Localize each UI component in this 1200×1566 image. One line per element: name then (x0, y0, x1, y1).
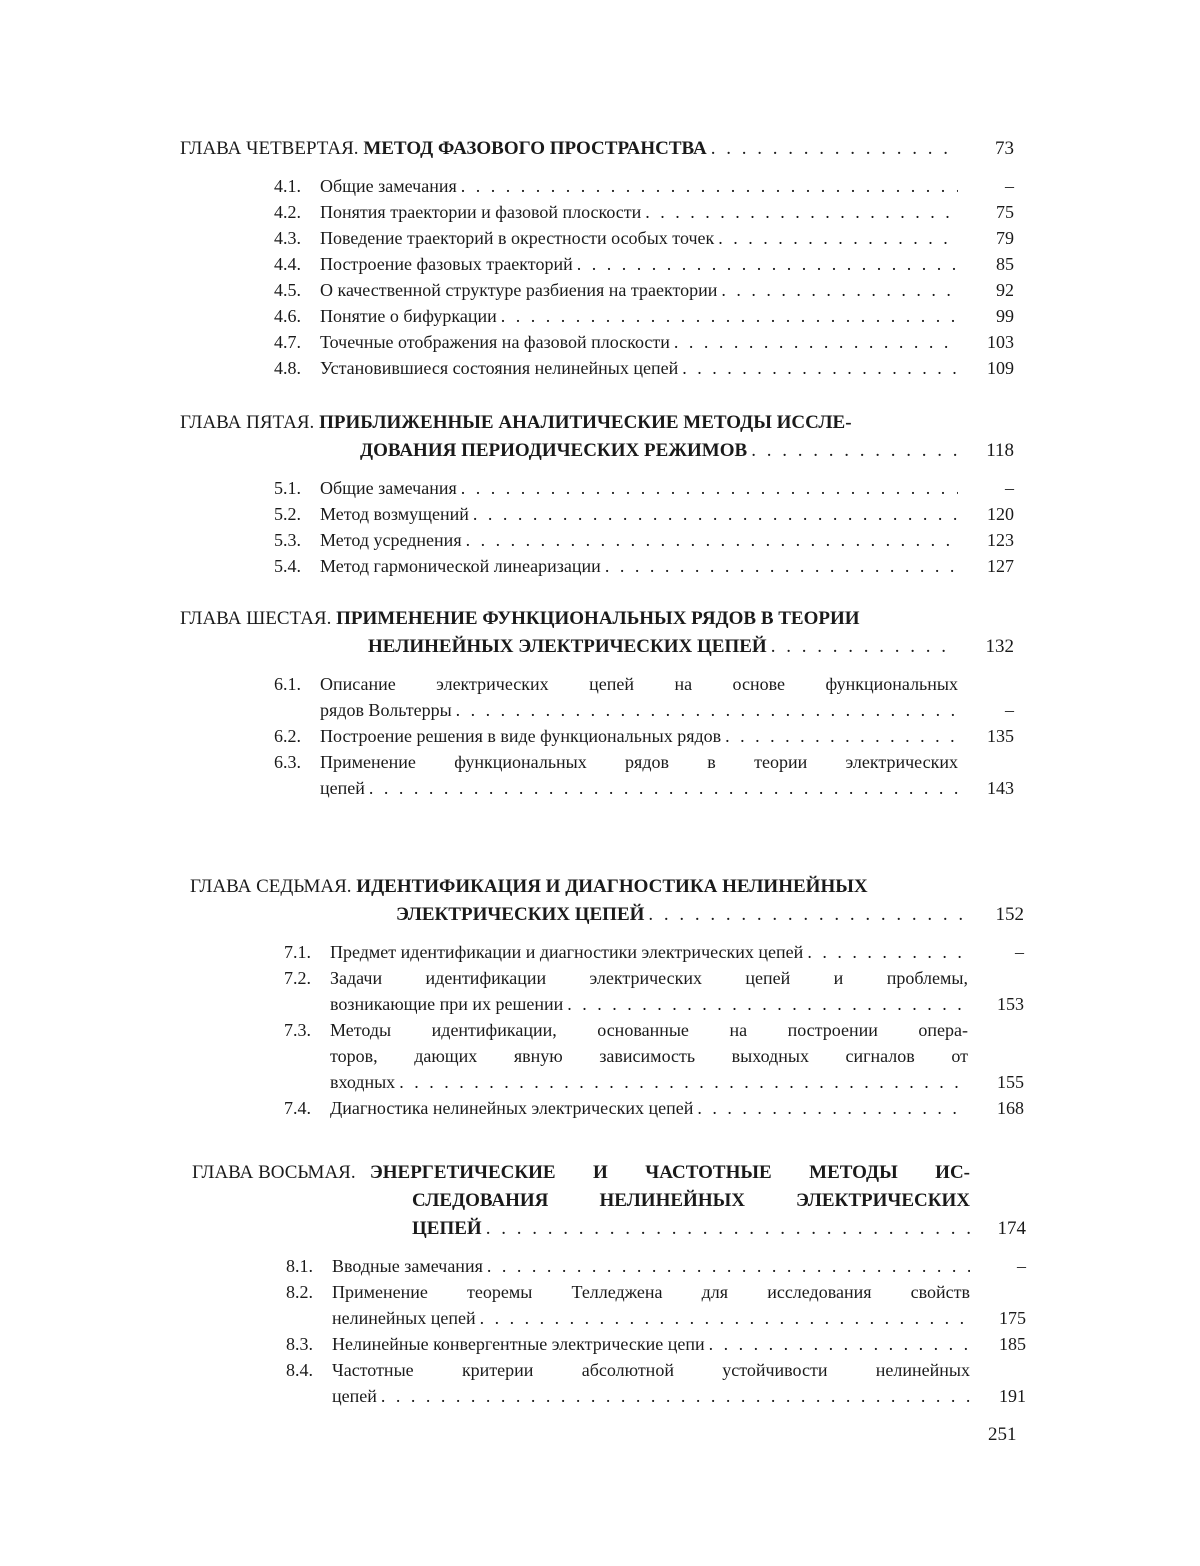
chapter-heading-cont (190, 904, 1024, 932)
toc-entry: 4.5. О качественной структуре разбиения на траектории . . . 92 (274, 280, 1014, 306)
leader-dots (707, 138, 958, 160)
chapter-heading (192, 1162, 1026, 1190)
section-list (274, 478, 1014, 582)
toc-entry: 8.1. Вводные замечания . . . – (286, 1256, 1026, 1282)
chapter-label: ГЛАВА СЕДЬМАЯ. (190, 876, 352, 897)
chapter-heading-cont (180, 636, 1014, 664)
section-list (286, 1256, 1026, 1412)
toc-entry: 4.6. Понятие о бифуркации . . . 99 (274, 306, 1014, 332)
page-number: 118 (986, 440, 1014, 461)
chapter-title-cont: ЭЛЕКТРИЧЕСКИХ ЦЕПЕЙ (396, 904, 645, 925)
leader-dots (747, 440, 958, 462)
toc-entry: 5.4. Метод гармонической линеаризации . . . 127 (274, 556, 1014, 582)
toc-entry: 8.2. Применение теоремы Телледжена для исследования свойств (286, 1282, 970, 1302)
toc-entry: 4.3. Поведение траекторий в окрестности особых точек . . . 79 (274, 228, 1014, 254)
chapter-heading (190, 876, 1024, 904)
chapter-heading (180, 608, 1014, 636)
chapter-title: ПРИБЛИЖЕННЫЕ АНАЛИТИЧЕСКИЕ МЕТОДЫ ИССЛЕ- (319, 412, 852, 433)
chapter-heading-cont (192, 1218, 1026, 1246)
chapter-label: ГЛАВА ШЕСТАЯ. (180, 608, 332, 629)
toc-entry-cont: цепей . . . 191 (286, 1386, 1026, 1412)
chapter-title: ЭНЕРГЕТИЧЕСКИЕ И ЧАСТОТНЫЕ МЕТОДЫ ИС- (369, 1162, 970, 1183)
chapter-title-cont: НЕЛИНЕЙНЫХ ЭЛЕКТРИЧЕСКИХ ЦЕПЕЙ (368, 636, 767, 657)
toc-entry: 5.3. Метод усреднения . . . 123 (274, 530, 1014, 556)
chapter-label: ГЛАВА ЧЕТВЕРТАЯ. (180, 138, 359, 159)
toc-entry: 6.2. Построение решения в виде функциональных рядов . . . 135 (274, 726, 1014, 752)
chapter-heading-cont (192, 1190, 1026, 1218)
toc-entry-cont: входных . . . 155 (284, 1072, 1024, 1098)
chapter-title: ИДЕНТИФИКАЦИЯ И ДИАГНОСТИКА НЕЛИНЕЙНЫХ (356, 876, 868, 897)
toc-entry: 7.4. Диагностика нелинейных электрических цепей . . . 168 (284, 1098, 1024, 1124)
toc-entry: 8.3. Нелинейные конвергентные электрические цепи . . . 185 (286, 1334, 1026, 1360)
toc-entry: 4.8. Установившиеся состояния нелинейных цепей . . . 109 (274, 358, 1014, 384)
section-list (274, 674, 1014, 804)
leader-dots (644, 904, 968, 926)
leader-dots (482, 1218, 970, 1240)
toc-entry: 6.1. Описание электрических цепей на основе функциональных (274, 674, 958, 694)
page-number: 73 (995, 138, 1014, 159)
page-number: 174 (997, 1218, 1026, 1239)
chapter-7 (190, 876, 1024, 1124)
toc-entry: 7.2. Задачи идентификации электрических цепей и проблемы, (284, 968, 968, 988)
toc-entry-cont: возникающие при их решении . . . 153 (284, 994, 1024, 1020)
toc-entry-cont: цепей . . . 143 (274, 778, 1014, 804)
toc-entry-cont: нелинейных цепей . . . 175 (286, 1308, 1026, 1334)
chapter-8 (192, 1162, 1026, 1412)
chapter-title-cont: ЦЕПЕЙ (412, 1218, 482, 1239)
toc-entry: 5.1. Общие замечания . . . – (274, 478, 1014, 504)
chapter-title-cont: ДОВАНИЯ ПЕРИОДИЧЕСКИХ РЕЖИМОВ (360, 440, 748, 461)
page-number: 152 (995, 904, 1024, 925)
chapter-5 (180, 412, 1014, 582)
section-list (284, 942, 1024, 1124)
toc-entry-cont: рядов Вольтерры . . . – (274, 700, 1014, 726)
chapter-4 (180, 138, 1014, 384)
toc-entry-cont: торов, дающих явную зависимость выходных сигналов от (330, 1046, 968, 1066)
chapter-title-cont: СЛЕДОВАНИЯ НЕЛИНЕЙНЫХ ЭЛЕКТРИЧЕСКИХ (412, 1190, 970, 1211)
toc-entry: 4.7. Точечные отображения на фазовой плоскости . . . 103 (274, 332, 1014, 358)
chapter-label: ГЛАВА ПЯТАЯ. (180, 412, 315, 433)
chapter-heading (180, 412, 1014, 440)
chapter-label: ГЛАВА ВОСЬМАЯ. (192, 1162, 356, 1183)
toc-entry: 4.4. Построение фазовых траекторий . . . 85 (274, 254, 1014, 280)
leader-dots (767, 636, 958, 658)
chapter-heading-cont (180, 440, 1014, 468)
toc-entry: 8.4. Частотные критерии абсолютной устойчивости нелинейных (286, 1360, 970, 1380)
chapter-heading (180, 138, 1014, 166)
toc-entry: 5.2. Метод возмущений . . . 120 (274, 504, 1014, 530)
chapter-title: МЕТОД ФАЗОВОГО ПРОСТРАНСТВА (363, 138, 707, 159)
page-number: 132 (985, 636, 1014, 657)
toc-entry: 7.3. Методы идентификации, основанные на построении опера- (284, 1020, 968, 1040)
toc-entry: 6.3. Применение функциональных рядов в теории электрических (274, 752, 958, 772)
chapter-6 (180, 608, 1014, 804)
toc-entry: 7.1. Предмет идентификации и диагностики электрических цепей . . . – (284, 942, 1024, 968)
toc-entry: 4.1. Общие замечания . . . – (274, 176, 1014, 202)
chapter-title: ПРИМЕНЕНИЕ ФУНКЦИОНАЛЬНЫХ РЯДОВ В ТЕОРИИ (336, 608, 860, 629)
page-folio: 251 (988, 1424, 1017, 1445)
toc-entry: 4.2. Понятия траектории и фазовой плоскости . . . 75 (274, 202, 1014, 228)
section-list (274, 176, 1014, 384)
